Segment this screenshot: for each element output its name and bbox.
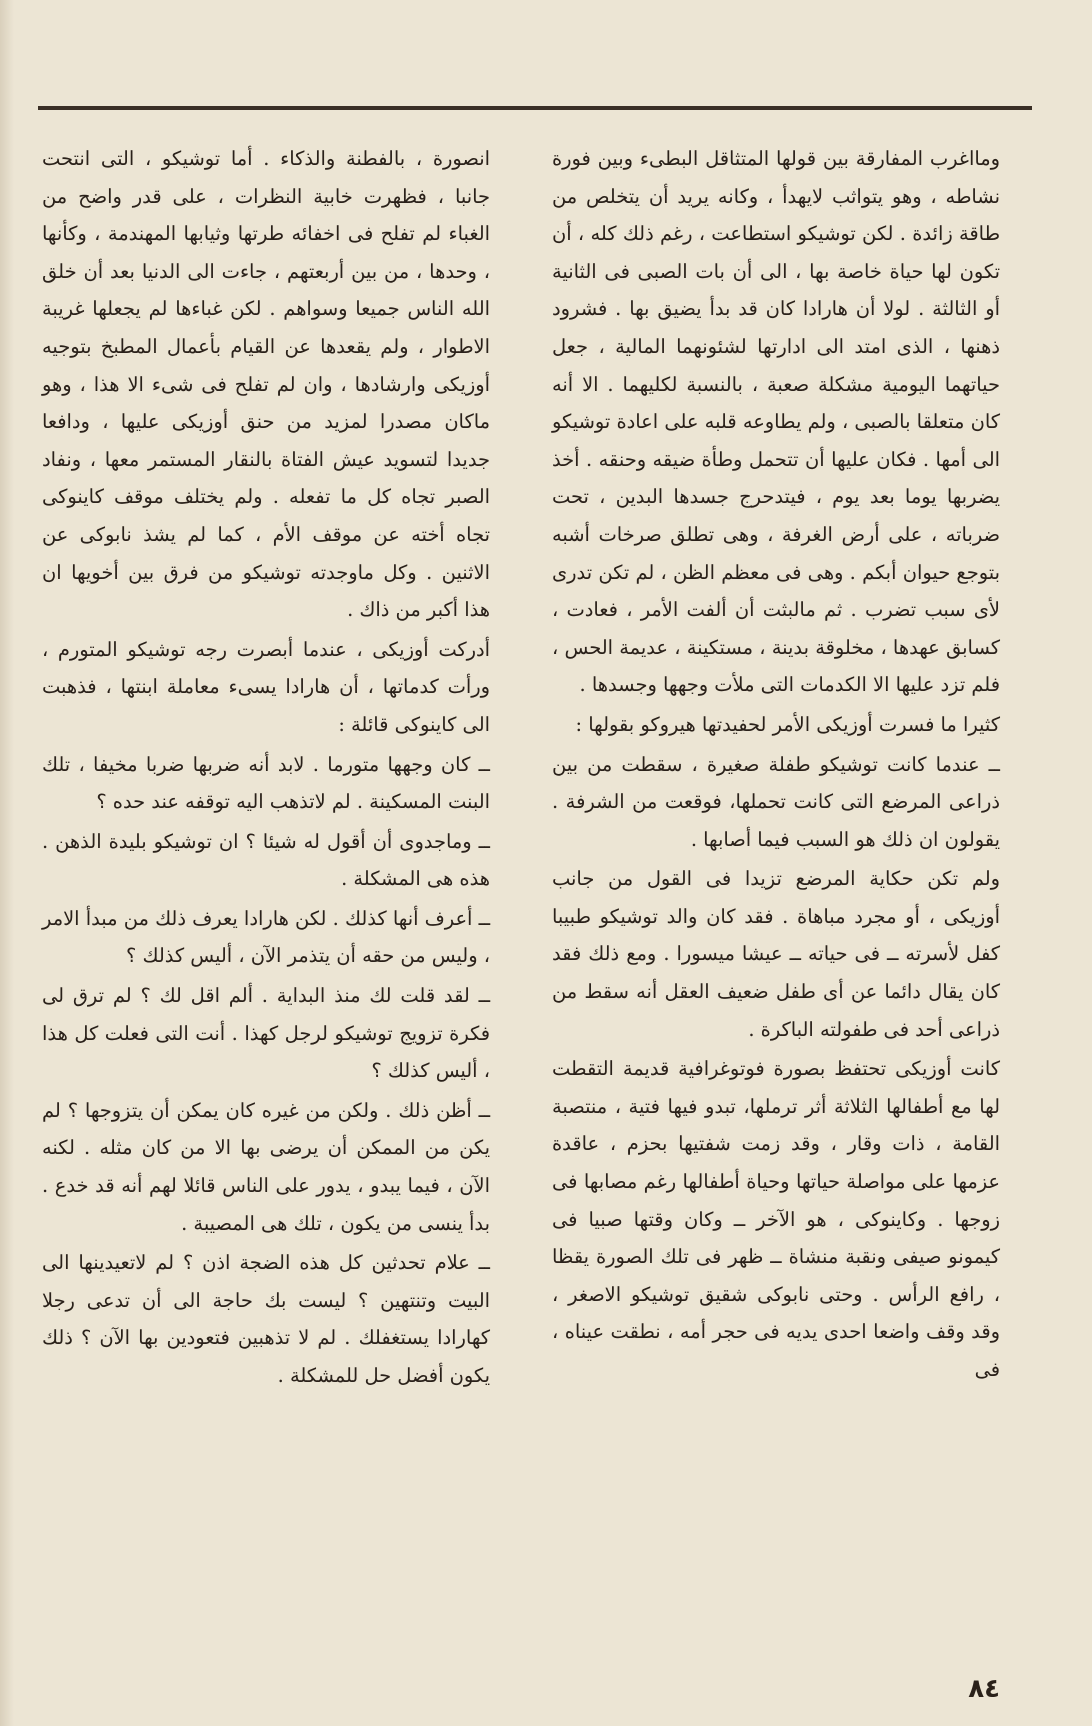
paragraph: كانت أوزيكى تحتفظ بصورة فوتوغرافية قديمة التقطت لها مع أطفالها الثلاثة أثر ترملها، تبدو فيها فتية ، منتصبة القامة ، ذات وقار ، وقد زمت شفتيها بحزم ، عاقدة عزمها على مواصلة حياتها وحياة أطفالها رغم مصابها فى زوجها . وكاينوكى ، هو الآخر ــ وكان وقتها صبيا فى كيمونو صيفى ونقبة منشاة ــ ظهر فى تلك الصورة يقظا ، رافع الرأس . وحتى نابوكى شقيق توشيكو الاصغر ، وقد وقف واضعا احدى يديه فى حجر أمه ، نطقت عيناه ، فى bbox=[552, 1057, 1000, 1381]
right-column bbox=[552, 140, 1000, 1391]
paragraph: ــ أظن ذلك . ولكن من غيره كان يمكن أن يتزوجها ؟ لم يكن من الممكن أن يرضى بها الا من كان مثله . لكنه الآن ، فيما يبدو ، يدور على الناس قائلا لهم أنه قد خدع . بدأ ينسى من يكون ، تلك هى المصيبة . bbox=[42, 1098, 490, 1235]
paragraph: ــ وماجدوى أن أقول له شيئا ؟ ان توشيكو بليدة الذهن . هذه هى المشكلة . bbox=[42, 829, 490, 891]
left-column bbox=[42, 140, 490, 1397]
paragraph: ــ كان وجهها متورما . لابد أنه ضربها ضربا مخيفا ، تلك البنت المسكينة . لم لاتذهب اليه توقفه عند حده ؟ bbox=[42, 752, 490, 814]
page-edge-shadow bbox=[0, 0, 14, 1726]
paragraph: ــ أعرف أنها كذلك . لكن هارادا يعرف ذلك من مبدأ الامر ، وليس من حقه أن يتذمر الآن ، أليس كذلك ؟ bbox=[42, 906, 490, 968]
page-number: ٨٤ bbox=[968, 1674, 1000, 1704]
paragraph: كثيرا ما فسرت أوزيكى الأمر لحفيدتها هيروكو بقولها : bbox=[575, 712, 1000, 736]
paragraph: ــ عندما كانت توشيكو طفلة صغيرة ، سقطت من بين ذراعى المرضع التى كانت تحملها، فوقعت من الشرفة . يقولون ان ذلك هو السبب فيما أصابها . bbox=[552, 752, 1000, 851]
paragraph: ومااغرب المفارقة بين قولها المتثاقل البطىء وبين فورة نشاطه ، وهو يتواثب لايهدأ ، وكانه يريد أن يتخلص من طاقة زائدة . لكن توشيكو استطاعت ، رغم ذلك كله ، أن تكون لها حياة خاصة بها ، الى أن بات الصبى فى الثانية أو الثالثة . لولا أن هارادا كان قد بدأ يضيق بها . فشرود ذهنها ، الذى امتد الى ادارتها لشئونهما المالية ، جعل حياتهما اليومية مشكلة صعبة ، بالنسبة لكليهما . الا أنه كان متعلقا بالصبى ، ولم يطاوعه قلبه على اعادة توشيكو الى أمها . فكان عليها أن تتحمل وطأة ضيقه وحنقه . أخذ يضربها يوما بعد يوم ، فيتدحرج جسدها البدين ، تحت ضرباته ، على أرض الغرفة ، وهى تطلق صرخات أشبه بتوجع حيوان أبكم . وهى فى معظم الظن ، لم تكن تدرى لأى سبب تضرب . ثم مالبثت أن ألفت الأمر ، فعادت ، كسابق عهدها ، مخلوقة بدينة ، مستكينة ، عديمة الحس ، فلم تزد عليها الا الكدمات التى ملأت وجهها وجسدها . bbox=[552, 147, 1000, 697]
header-rule bbox=[38, 106, 1032, 110]
paragraph: ولم تكن حكاية المرضع تزيدا فى القول من جانب أوزيكى ، أو مجرد مباهاة . فقد كان والد توشيكو طبيبا كفل لأسرته ــ فى حياته ــ عيشا ميسورا . ومع ذلك فقد كان يقال دائما عن أى طفل ضعيف العقل أنه سقط من ذراعى أحد فى طفولته الباكرة . bbox=[552, 867, 1000, 1041]
paragraph: انصورة ، بالفطنة والذكاء . أما توشيكو ، التى انتحت جانبا ، فظهرت خابية النظرات ، على قدر واضح من الغباء لم تفلح فى اخفائه طرتها وثيابها المهندمة ، وكأنها ، وحدها ، من بين أربعتهم ، جاءت الى الدنيا بعد أن خلق الله الناس جميعا وسواهم . لكن غباءها لم يجعلها غريبة الاطوار ، ولم يقعدها عن القيام بأعمال المطبخ بتوجيه أوزيكى وارشادها ، وان لم تفلح فى شىء الا هذا ، وهو ماكان مصدرا لمزيد من حنق أوزيكى عليها ، ودافعا جديدا لتسويد عيش الفتاة بالنقار المستمر معها ، ونفاد الصبر تجاه كل ما تفعله . ولم يختلف موقف كاينوكى تجاه أخته عن موقف الأم ، كما لم يشذ نابوكى عن الاثنين . وكل ماوجدته توشيكو من فرق بين أخويها ان هذا أكبر من ذاك . bbox=[42, 147, 490, 622]
paragraph: ــ لقد قلت لك منذ البداية . ألم اقل لك ؟ لم ترق لى فكرة تزويج توشيكو لرجل كهذا . أنت التى فعلت كل هذا ، أليس كذلك ؟ bbox=[42, 984, 490, 1083]
paragraph: ــ علام تحدثين كل هذه الضجة اذن ؟ لم لاتعيدينها الى البيت وتنتهين ؟ ليست بك حاجة الى أن تدعى رجلا كهارادا يستغفلك . لم لا تذهبين فتعودين بها الآن ؟ ذلك يكون أفضل حل للمشكلة . bbox=[42, 1251, 490, 1387]
paragraph: أدركت أوزيكى ، عندما أبصرت رجه توشيكو المتورم ، ورأت كدماتها ، أن هارادا يسىء معاملة ابنتها ، فذهبت الى كاينوكى قائلة : bbox=[42, 637, 490, 736]
